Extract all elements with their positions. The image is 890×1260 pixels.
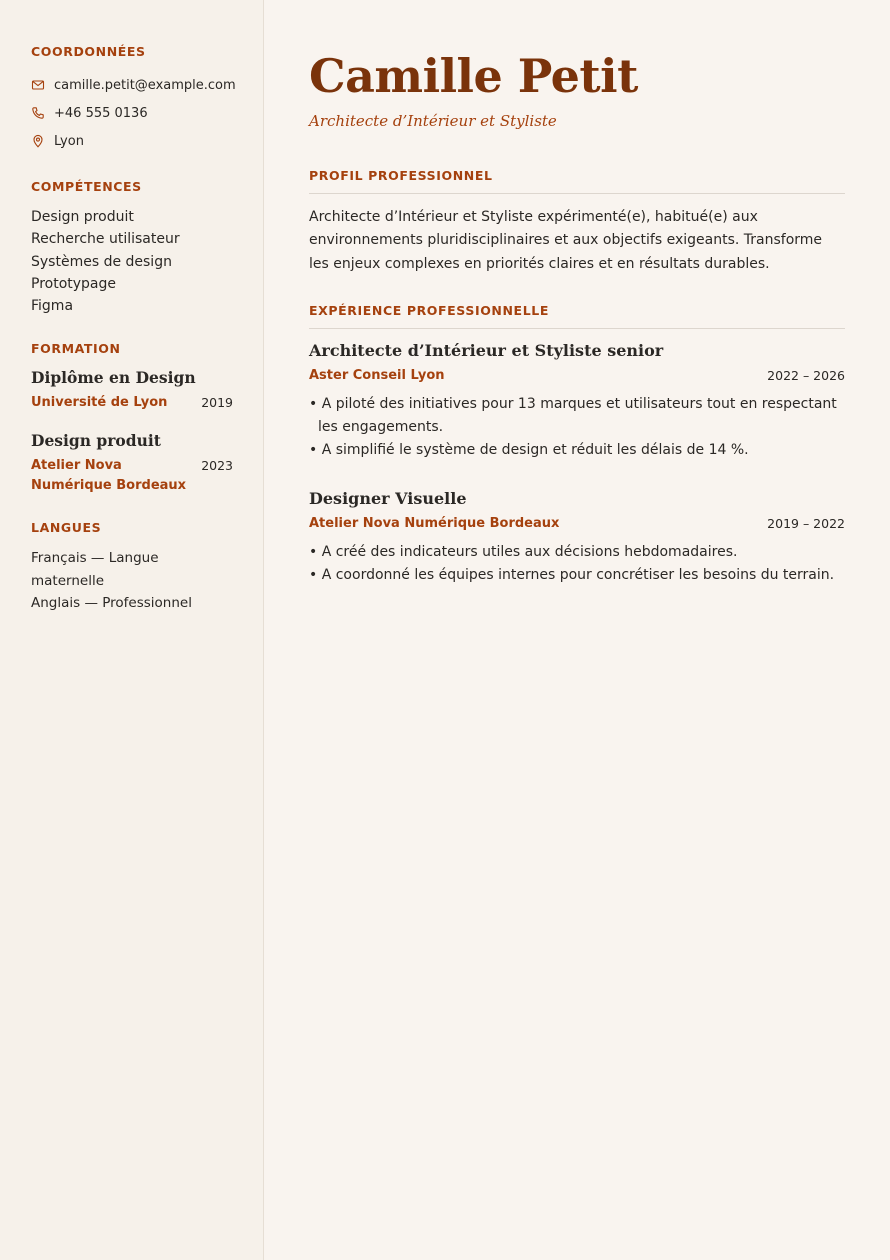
job-bullets [309, 393, 845, 463]
skill-item: Prototypage [31, 275, 117, 292]
job-bullet: • A simplifié le système de design et réduit les délais de 14 %. [309, 442, 749, 459]
profile-section [309, 168, 845, 276]
skills-section [31, 179, 233, 317]
job-company: Atelier Nova Numérique Bordeaux [309, 515, 560, 531]
languages-heading: LANGUES [31, 520, 102, 536]
job-bullets [309, 541, 845, 588]
education-year: 2023 [201, 458, 233, 474]
job-title: Designer Visuelle [309, 488, 467, 508]
skill-item: Recherche utilisateur [31, 231, 180, 248]
experience-heading: EXPÉRIENCE PROFESSIONNELLE [309, 303, 845, 329]
job-entry [309, 341, 845, 463]
job-title-tagline: Architecte d’Intérieur et Styliste [309, 112, 557, 130]
location-text: Lyon [54, 133, 84, 149]
education-section [31, 341, 233, 496]
job-dates: 2019 – 2022 [767, 515, 845, 531]
education-item [31, 431, 233, 496]
skill-item: Figma [31, 298, 74, 315]
profile-heading: PROFIL PROFESSIONNEL [309, 168, 845, 194]
education-item [31, 368, 233, 413]
contact-email[interactable] [31, 71, 236, 99]
education-heading: FORMATION [31, 341, 121, 357]
languages-section [31, 520, 233, 615]
education-school: Atelier Nova Numérique Bordeaux [31, 458, 187, 494]
contact-section [31, 44, 236, 155]
job-bullet: • A piloté des initiatives pour 13 marques et utilisateurs tout en respectant les engagements. [309, 395, 837, 436]
contact-phone[interactable] [31, 99, 233, 127]
phone-text: +46 555 0136 [54, 105, 148, 121]
profile-text: Architecte d’Intérieur et Styliste expérimenté(e), habitué(e) aux environnements pluridisciplinaires et aux objectifs exigeants. Transforme les enjeux complexes en priorités claires et en résultats durables. [309, 209, 823, 272]
contact-location [31, 127, 233, 155]
experience-section [309, 303, 845, 587]
main-content [264, 0, 890, 1260]
skill-item: Systèmes de design [31, 253, 172, 270]
skills-heading: COMPÉTENCES [31, 179, 142, 194]
job-title: Architecte d’Intérieur et Styliste senior [309, 340, 664, 360]
job-dates: 2022 – 2026 [767, 367, 845, 383]
email-text: camille.petit@example.com [54, 77, 236, 93]
job-bullet: • A créé des indicateurs utiles aux décisions hebdomadaires. [309, 543, 738, 560]
sidebar [0, 0, 264, 1260]
language-item: Anglais — Professionnel [31, 595, 192, 612]
job-company: Aster Conseil Lyon [309, 367, 445, 383]
education-year: 2019 [201, 395, 233, 411]
skill-item: Design produit [31, 209, 134, 225]
job-entry [309, 489, 845, 588]
education-degree: Diplôme en Design [31, 368, 196, 388]
education-degree: Design produit [31, 431, 161, 451]
language-item: Français — Langue maternelle [31, 550, 159, 589]
contact-heading: COORDONNÉES [31, 44, 146, 59]
job-bullet: • A coordonné les équipes internes pour concrétiser les besoins du terrain. [309, 567, 835, 584]
phone-icon [31, 106, 45, 120]
education-school: Université de Lyon [31, 395, 168, 411]
map-pin-icon [31, 134, 45, 148]
person-name: Camille Petit [309, 49, 638, 103]
mail-icon [31, 78, 45, 92]
